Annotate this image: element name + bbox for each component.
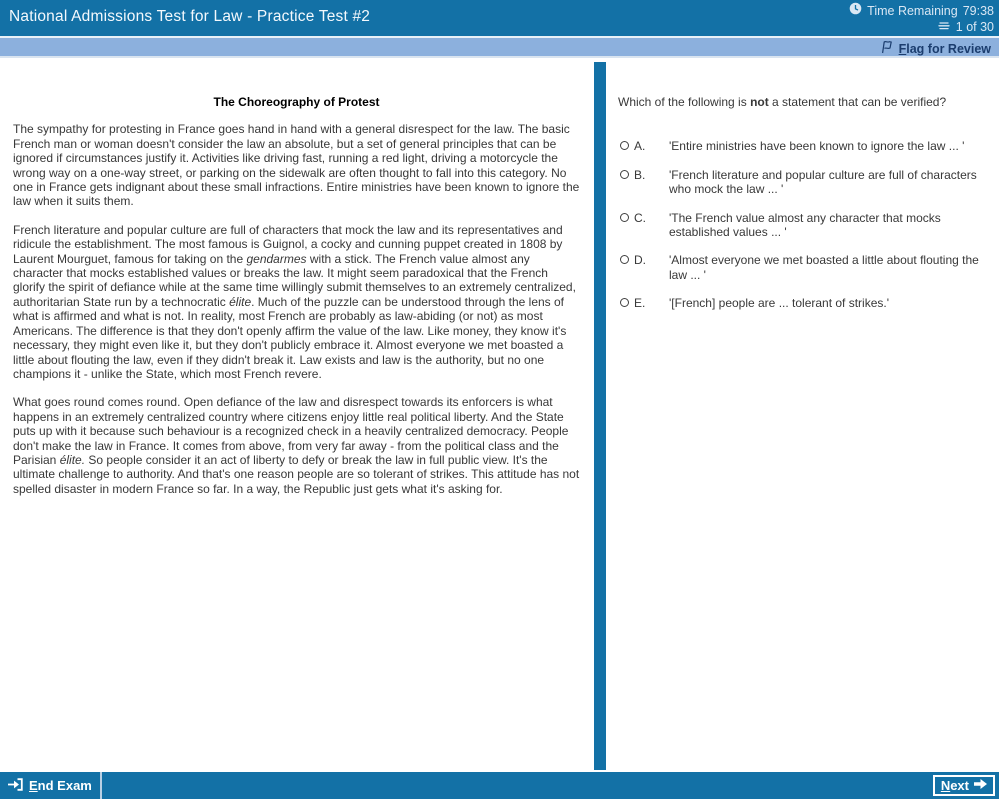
flag-for-review-label: Flag for Review	[898, 41, 991, 56]
exam-title: National Admissions Test for Law - Practice Test #2	[9, 8, 371, 25]
question-progress-row	[937, 19, 994, 35]
radio-option-d[interactable]	[620, 255, 629, 264]
option-row-b[interactable]	[618, 168, 984, 197]
passage-paragraph-1: The sympathy for protesting in France goes hand in hand with a general disrespect for the law. The basic French man or woman doesn't consider the law an absolute, but a set of general principles that can be ignored if circumstances justify it. Activities like driving fast, running a red light, driving a motorcycle the wrong way on a one-way street, or parking on the sidewalk are often thought to fall into this category. No one in France gets indignant about these small infractions. Entire ministries have been known to ignore the law when it suits them.	[13, 122, 580, 209]
passage-paragraph-2: French literature and popular culture are full of characters that mock the law and its representatives and ridicule the establishment. The most famous is Guignol, a cocky and cunning puppet created in 1808 by Laurent Mourguet, famous for taking on the gendarmes with a stick. The French value almost any character that mocks established values or breaks the law. It might seem paradoxical that the French glorify the spirit of defiance while at the same time willingly submit themselves to an extremely centralized, authoritarian State run by a technocratic élite. Much of the puzzle can be understood through the lens of what is affirmed and what is not. In reality, most French are probably as law-abiding (or not) as most Americans. The difference is that they don't openly affirm the value of the law. Like money, they know it's necessary, they might even like it, but they don't publicly embrace it. Almost everyone we met boasted a little about flouting the law, even if they didn't break it. Law exists and law is the authority, but no one champions it - unlike the State, which most French revere.	[13, 222, 576, 381]
options-list	[618, 139, 984, 310]
arrow-right-icon	[974, 778, 987, 793]
title-bar	[0, 0, 999, 36]
question-prompt: Which of the following is not a statement that can be verified?	[618, 95, 947, 109]
option-letter-c: C.	[634, 210, 646, 225]
passage-paragraph-3: What goes round comes round. Open defiance of the law and disrespect towards its enforcers is what happens in an extremely centralized country where citizens enjoy little real political liberty. And the State puts up with it because such behaviour is a recognized check in a heavily centralized democracy. People don't make the law in France. It comes from above, from very far away - from the political class and the Parisian élite. So people consider it an act of liberty to defy or break the law in full public view. It's the ultimate challenge to authority. And that's one reason people are so tolerant of strikes. This attitude has not spelled disaster in modern France so far. In a way, the Republic just gets what it's asking for.	[13, 395, 580, 496]
option-letter-d: D.	[634, 253, 646, 268]
radio-option-e[interactable]	[620, 298, 629, 307]
option-letter-b: B.	[634, 167, 646, 182]
end-exam-label: End Exam	[29, 778, 92, 793]
next-button[interactable]	[933, 775, 995, 796]
option-row-d[interactable]	[618, 253, 984, 282]
flag-for-review-button[interactable]	[879, 40, 991, 57]
question-progress: 1 of 30	[955, 20, 994, 34]
radio-option-c[interactable]	[620, 213, 629, 222]
radio-option-a[interactable]	[620, 141, 629, 150]
header-status	[849, 2, 994, 35]
next-label: Next	[940, 778, 969, 793]
panel-divider	[594, 62, 606, 770]
flag-icon	[879, 40, 894, 57]
option-row-c[interactable]	[618, 211, 984, 240]
review-bar	[0, 38, 999, 58]
footer-bar	[0, 772, 999, 799]
footer-divider	[100, 772, 102, 799]
time-remaining-label: Time Remaining	[867, 3, 958, 18]
option-row-a[interactable]	[618, 139, 984, 153]
question-panel	[618, 60, 984, 770]
option-letter-e: E.	[634, 296, 646, 311]
option-row-e[interactable]	[618, 296, 984, 310]
passage-title: The Choreography of Protest	[213, 95, 380, 109]
clock-icon	[849, 2, 862, 19]
option-letter-a: A.	[634, 139, 646, 154]
option-text-e: '[French] people are ... tolerant of strikes.'	[669, 296, 890, 311]
option-text-a: 'Entire ministries have been known to ignore the law ... '	[669, 139, 965, 154]
option-text-c: 'The French value almost any character that mocks established values ... '	[669, 210, 941, 240]
time-remaining-row	[849, 2, 994, 19]
option-text-b: 'French literature and popular culture are full of characters who mock the law ... '	[669, 167, 977, 197]
time-remaining-value: 79:38	[962, 3, 994, 18]
end-exam-button[interactable]	[7, 772, 92, 799]
passage-panel	[13, 60, 580, 770]
option-text-d: 'Almost everyone we met boasted a little about flouting the law ... '	[669, 253, 979, 282]
pages-icon	[937, 19, 951, 35]
radio-option-b[interactable]	[620, 170, 629, 179]
exit-icon	[7, 778, 23, 794]
